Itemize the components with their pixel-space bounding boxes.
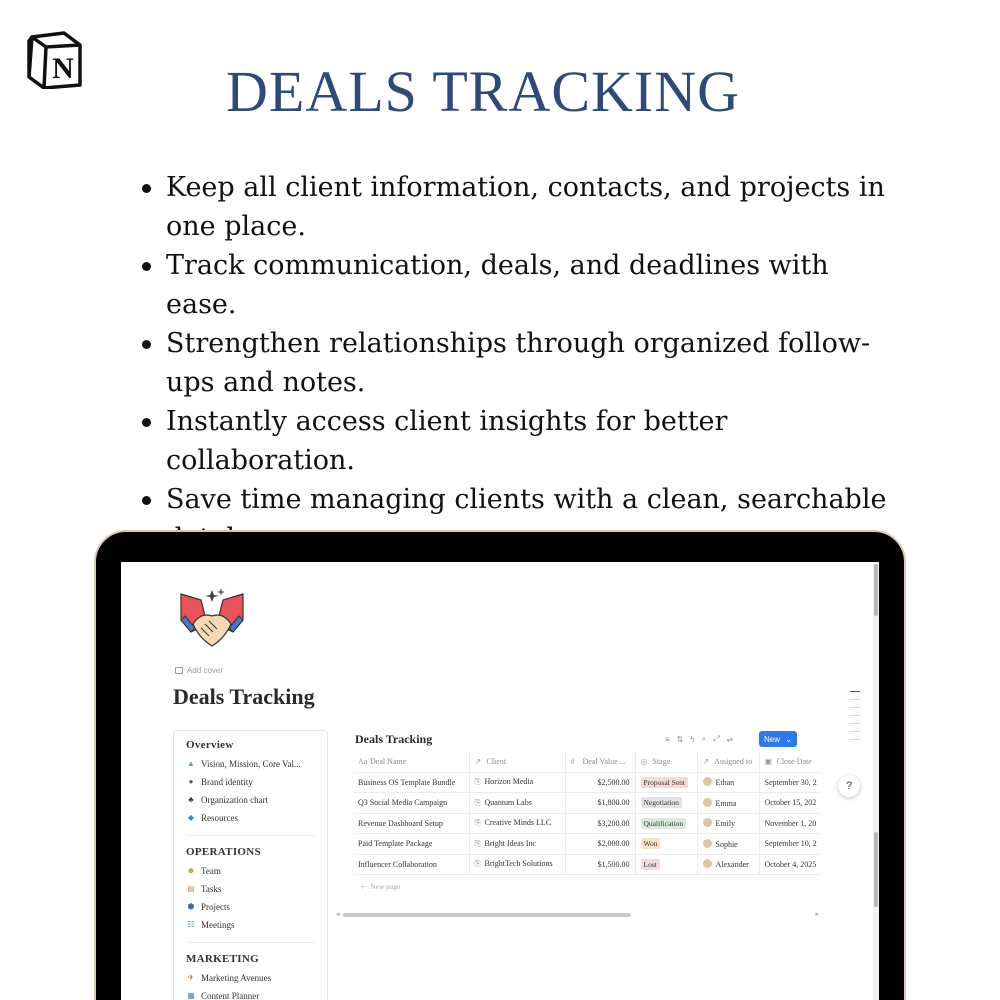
deal-value: $2,500.00 [597,777,630,787]
stage-cell[interactable] [635,854,697,875]
assignee-name: Sophie [715,839,738,849]
scroll-left-icon[interactable]: ◂ [336,911,340,918]
deals-table [353,752,822,875]
client-name: Creative Minds LLC [484,818,552,828]
deal-name: Business OS Template Bundle [358,777,456,787]
notion-screen [121,562,879,1000]
page-icon: ⎘ [474,797,481,807]
nav-item-label: Tasks [201,884,222,894]
vertical-scrollbar[interactable] [873,562,879,1000]
stage-tag: Qualification [641,818,687,829]
feature-list [140,168,900,558]
nav-item-content-planner[interactable] [186,987,315,1000]
megaphone-icon: ✈ [187,973,195,982]
client-name: BrightTech Solutions [484,859,553,869]
svg-text:N: N [52,52,74,85]
nav-item-label: Content Planner [201,991,260,1000]
deal-value-cell[interactable] [565,793,635,814]
divider [186,835,315,836]
nav-item-vision[interactable] [186,755,315,773]
assigned-cell[interactable] [697,854,759,875]
table-row[interactable] [353,854,822,875]
brand-icon: ● [188,777,194,786]
assigned-cell[interactable] [697,834,759,855]
scrollbar-thumb[interactable] [874,832,878,907]
column-label: Close Date [776,757,812,767]
nav-item-resources[interactable] [186,809,315,827]
deal-name: Revenue Dashboard Setup [358,818,443,828]
search-icon[interactable]: ⌕ [701,734,707,743]
column-label: Stage [652,757,671,767]
deal-name: Q3 Social Media Campaign [358,798,448,808]
deal-value: $1,500.00 [597,859,630,869]
feature-item: Keep all client information, contacts, and projects in one place. [140,168,900,246]
feature-item: Track communication, deals, and deadlines with ease. [140,246,900,324]
deal-name: Influencer Collaboration [358,859,437,869]
column-header-stage[interactable] [635,752,697,772]
nav-item-marketing-avenues[interactable] [186,969,315,987]
close-date-cell[interactable] [759,854,822,875]
scrollbar-thumb[interactable] [874,564,878,616]
nav-item-brand-identity[interactable] [186,773,315,791]
overview-heading: Overview [186,739,234,751]
nav-item-projects[interactable] [186,898,315,916]
filter-icon[interactable]: ≡ [665,734,670,744]
stage-cell[interactable] [635,772,697,793]
column-header-close-date[interactable] [759,752,822,772]
deal-value: $3,200.00 [597,818,630,828]
database-title[interactable]: Deals Tracking [355,732,433,746]
sort-icon[interactable]: ⇅ [676,734,684,744]
new-page-button[interactable]: ＋ New page [359,882,401,891]
relation-icon: ↗ [474,757,482,767]
marketing-heading: MARKETING [186,953,259,965]
nav-item-label: Resources [201,813,238,823]
close-date: November 1, 20 [764,818,817,828]
deal-name-cell[interactable] [353,772,469,793]
nav-item-organization-chart[interactable] [186,791,315,809]
column-header-assigned-to[interactable] [697,752,759,772]
table-row[interactable] [353,793,822,814]
table-header-row [353,752,822,772]
avatar [703,798,712,807]
meetings-icon: ☷ [187,920,195,929]
assignee-name: Emma [715,798,737,808]
client-cell[interactable] [469,813,565,834]
settings-icon[interactable]: ⇌ [726,734,734,744]
deal-value-cell[interactable] [565,772,635,793]
page-title[interactable]: Deals Tracking [173,684,315,709]
client-name: Bright Ideas Inc [484,838,537,848]
planner-icon: ▦ [187,991,195,1000]
operations-heading: OPERATIONS [186,846,261,858]
expand-icon[interactable]: ⤢ [713,734,720,743]
column-header-client[interactable] [469,752,565,772]
table-row[interactable] [353,772,822,793]
nav-item-label: Marketing Avenues [201,973,272,983]
assignee-name: Ethan [715,778,735,788]
column-label: Deal Value ... [582,757,626,767]
deal-name-cell[interactable] [353,854,469,875]
feature-item: Instantly access client insights for better collaboration. [140,402,900,480]
close-date-cell[interactable] [759,834,822,855]
deal-value-cell[interactable] [565,834,635,855]
nav-item-label: Projects [201,902,230,912]
page-icon: ⎘ [474,838,481,848]
feature-item: Save time managing clients with a clean, searchable [140,480,900,558]
column-header-deal-name[interactable] [353,752,469,772]
assignee-name: Alexander [715,860,749,870]
new-button[interactable] [759,731,797,747]
nav-item-label: Meetings [201,920,235,930]
scroll-right-icon[interactable]: ▸ [815,911,819,918]
close-date-cell[interactable] [759,813,822,834]
assigned-cell[interactable] [697,772,759,793]
stage-tag: Lost [641,859,660,870]
column-label: Assigned to [714,757,753,767]
table-row[interactable] [353,834,822,855]
calendar-icon: ▣ [764,757,773,767]
feature-item: Strengthen relationships through organized follow-ups and notes. [140,324,900,402]
avatar [703,859,712,868]
table-of-contents-rail[interactable] [850,691,860,747]
status-icon: ◎ [640,757,648,767]
relation-icon: ↗ [702,757,710,767]
client-cell[interactable] [469,772,565,793]
horizontal-scrollbar[interactable] [336,911,819,918]
handshake-icon[interactable] [179,586,245,652]
navigation-card [173,730,328,1000]
client-cell[interactable] [469,854,565,875]
column-label: Client [486,757,507,767]
page-icon: ⎘ [474,777,481,787]
org-chart-icon: ♣ [188,795,194,804]
nav-item-label: Team [201,866,221,876]
chevron-down-icon[interactable]: ⌄ [785,734,792,744]
client-cell[interactable] [469,793,565,814]
team-icon: ☻ [186,866,196,875]
stage-tag: Won [641,838,661,849]
nav-item-label: Organization chart [201,795,269,805]
deal-name-cell[interactable] [353,813,469,834]
client-cell[interactable] [469,834,565,855]
column-label: Deal Name [370,757,407,767]
resources-icon: ◆ [187,813,195,822]
mountain-icon: ▲ [187,759,195,768]
add-cover-label: Add cover [187,666,224,675]
close-date-cell[interactable] [759,793,822,814]
stage-cell[interactable] [635,834,697,855]
question-icon: ? [845,780,853,792]
add-cover-button[interactable] [175,666,223,675]
hero-title: DEALS TRACKING [226,59,740,124]
assigned-cell[interactable] [697,793,759,814]
column-header-deal-value[interactable] [565,752,635,772]
new-button-label: New [764,734,781,744]
deal-value-cell[interactable] [565,813,635,834]
client-name: Horizon Media [484,777,534,787]
deal-value: $1,800.00 [597,798,630,808]
deal-name: Paid Template Package [358,839,433,849]
number-icon: # [570,757,575,767]
database-toolbar [665,734,733,744]
deal-value-cell[interactable] [565,854,635,875]
avatar [703,839,712,848]
divider [186,942,315,943]
nav-item-label: Brand identity [201,777,253,787]
deal-name-cell[interactable] [353,793,469,814]
client-name: Quantum Labs [484,797,532,807]
stage-cell[interactable] [635,813,697,834]
deal-name-cell[interactable] [353,834,469,855]
nav-item-meetings[interactable] [186,916,315,934]
tasks-icon: ▤ [187,884,195,893]
nav-item-team[interactable] [186,862,315,880]
close-date: September 10, 2 [764,839,817,849]
automation-icon[interactable]: ϟ [690,734,695,744]
nav-item-tasks[interactable] [186,880,315,898]
stage-tag: Proposal Sent [641,777,688,788]
close-date-cell[interactable] [759,772,822,793]
page-icon: ⎘ [474,859,481,869]
page-icon: ⎘ [474,818,481,828]
help-button[interactable] [838,775,860,797]
assignee-name: Emily [715,819,736,829]
close-date: September 30, 2 [764,777,817,787]
stage-cell[interactable] [635,793,697,814]
close-date: October 4, 2025 [764,859,817,869]
deal-value: $2,000.00 [597,839,630,849]
avatar [703,777,712,786]
nav-item-label: Vision, Mission, Core Val... [201,759,301,769]
image-icon [175,667,183,674]
text-type-icon: Aa [358,757,368,767]
avatar [703,818,712,827]
scrollbar-thumb[interactable] [343,913,631,917]
projects-icon: ⬢ [187,902,195,911]
assigned-cell[interactable] [697,813,759,834]
close-date: October 15, 202 [764,798,817,808]
new-page-label: New page [370,882,401,891]
table-row[interactable] [353,813,822,834]
stage-tag: Negotiation [641,797,682,808]
